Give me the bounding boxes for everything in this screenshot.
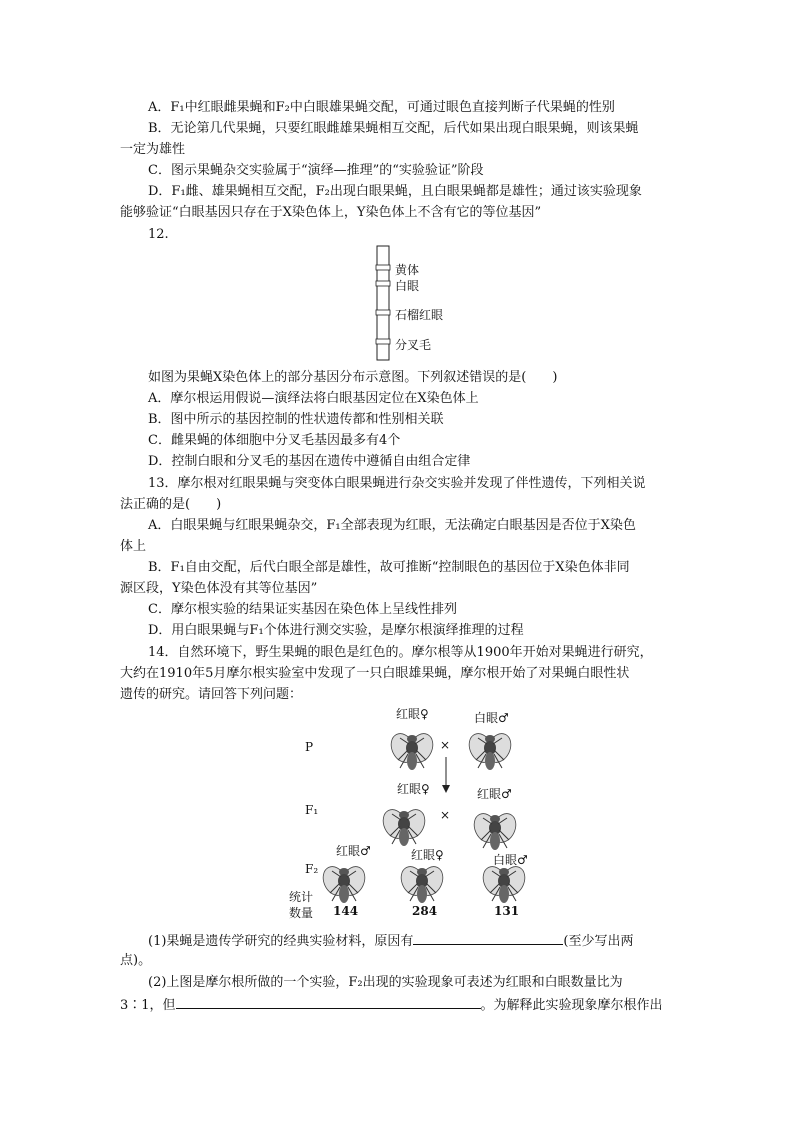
q14-sub2-ratio: 3∶1，但 xyxy=(120,998,176,1013)
q13-stem-line2: 法正确的是( ) xyxy=(120,497,222,512)
q14-sub1-tail: (至少写出两 xyxy=(563,934,634,949)
fly-f1-male-icon xyxy=(470,810,521,850)
f1-cross-symbol: × xyxy=(440,808,451,822)
q11-option-b-line2: 一定为雄性 xyxy=(120,142,186,157)
count-white-male: 131 xyxy=(494,904,520,918)
f1-female-label: 红眼♀ xyxy=(397,782,430,796)
q12-option-c: C．雌果蝇的体细胞中分叉毛基因最多有4个 xyxy=(148,433,401,448)
q12-option-a: A．摩尔根运用假说—演绎法将白眼基因定位在X染色体上 xyxy=(148,391,479,406)
generation-label-f2: F₂ xyxy=(305,862,319,876)
q11-option-d-line1: D．F₁雌、雄果蝇相互交配，F₂出现白眼果蝇，且白眼果蝇都是雄性；通过该实验现象 xyxy=(148,184,642,199)
q14-sub2-line2 xyxy=(120,994,663,1016)
generation-label-f1: F₁ xyxy=(305,803,319,817)
p-female-label: 红眼♀ xyxy=(396,707,429,721)
q12-option-d: D．控制白眼和分叉毛的基因在遗传中遵循自由组合定律 xyxy=(148,454,471,469)
fly-f2-red-female-icon xyxy=(397,863,448,903)
q14-stem-line2: 大约在1910年5月摩尔根实验室中发现了一只白眼雄果蝇，摩尔根开始了对果蝇白眼性状 xyxy=(120,666,630,681)
fly-f2-white-male-icon xyxy=(479,863,530,903)
fly-f2-red-male-icon xyxy=(319,863,370,903)
gene-label-white-eye: 白眼 xyxy=(395,279,420,293)
q13-stem-line1: 13．摩尔根对红眼果蝇与突变体白眼果蝇进行杂交实验并发现了伴性遗传，下列相关说 xyxy=(148,476,646,491)
p-cross-symbol: × xyxy=(440,738,451,752)
q14-stem-line1: 14．自然环境下，野生果蝇的眼色是红色的。摩尔根等从1900年开始对果蝇进行研究， xyxy=(148,645,653,660)
f2-white-male-label: 白眼♂ xyxy=(493,853,528,867)
q13-option-a-line2: 体上 xyxy=(120,539,147,554)
fly-p-female-icon xyxy=(387,730,438,770)
q13-option-a-line1: A．白眼果蝇与红眼果蝇杂交，F₁全部表现为红眼，无法确定白眼基因是否位于X染色 xyxy=(148,518,636,533)
q13-option-b-line2: 源区段，Y染色体没有其等位基因” xyxy=(120,581,318,596)
q14-sub2-tail: 。为解释此实验现象摩尔根作出 xyxy=(480,998,663,1013)
q12-option-b: B．图中所示的基因控制的性状遗传都和性别相关联 xyxy=(148,412,444,427)
f2-red-male-label: 红眼♂ xyxy=(336,844,371,858)
q11-option-b-line1: B．无论第几代果蝇，只要红眼雌雄果蝇相互交配，后代如果出现白眼果蝇，则该果蝇 xyxy=(148,121,639,136)
gene-label-yellow-body: 黄体 xyxy=(395,263,420,277)
q11-option-d-line2: 能够验证“白眼基因只存在于X染色体上，Y染色体上不含有它的等位基因” xyxy=(120,205,542,220)
q14-sub1-answer-blank[interactable] xyxy=(413,930,563,945)
generation-label-p: P xyxy=(305,740,314,754)
f1-male-label: 红眼♂ xyxy=(477,787,512,801)
f2-red-female-label: 红眼♀ xyxy=(411,848,444,862)
p-male-label: 白眼♂ xyxy=(474,711,509,725)
stat-label-line2: 数量 xyxy=(289,906,314,920)
q12-number: 12. xyxy=(148,227,169,242)
stat-label-line1: 统计 xyxy=(289,890,314,904)
q14-sub2-answer-blank[interactable] xyxy=(176,994,481,1009)
generation-arrowhead xyxy=(442,785,450,793)
q11-option-a: A．F₁中红眼雌果蝇和F₂中白眼雄果蝇交配，可通过眼色直接判断子代果蝇的性别 xyxy=(148,100,615,115)
q14-sub1-line1 xyxy=(148,930,634,952)
q14-sub1-line2: 点)。 xyxy=(120,953,152,968)
count-red-female: 284 xyxy=(412,904,438,918)
q13-option-b-line1: B．F₁自由交配，后代白眼全部是雄性，故可推断“控制眼色的基因位于X染色体非同 xyxy=(148,560,630,575)
q11-option-c: C．图示果蝇杂交实验属于“演绎—推理”的“实验验证”阶段 xyxy=(148,163,484,178)
fly-f1-female-icon xyxy=(379,806,430,846)
gene-label-garnet-eye: 石榴红眼 xyxy=(395,308,444,322)
q14-sub1-text: (1)果蝇是遗传学研究的经典实验材料，原因有 xyxy=(148,934,414,949)
q13-option-c: C．摩尔根实验的结果证实基因在染色体上呈线性排列 xyxy=(148,602,457,617)
count-red-male: 144 xyxy=(333,904,359,918)
q14-stem-line3: 遗传的研究。请回答下列问题： xyxy=(120,687,303,702)
q14-sub2-line1: (2)上图是摩尔根所做的一个实验，F₂出现的实验现象可表述为红眼和白眼数量比为 xyxy=(148,975,623,990)
q12-stem: 如图为果蝇X染色体上的部分基因分布示意图。下列叙述错误的是( ) xyxy=(148,370,558,385)
q13-option-d: D．用白眼果蝇与F₁个体进行测交实验，是摩尔根演绎推理的过程 xyxy=(148,623,524,638)
fly-p-male-icon xyxy=(465,730,516,770)
gene-label-forked-bristle: 分叉毛 xyxy=(395,338,432,352)
